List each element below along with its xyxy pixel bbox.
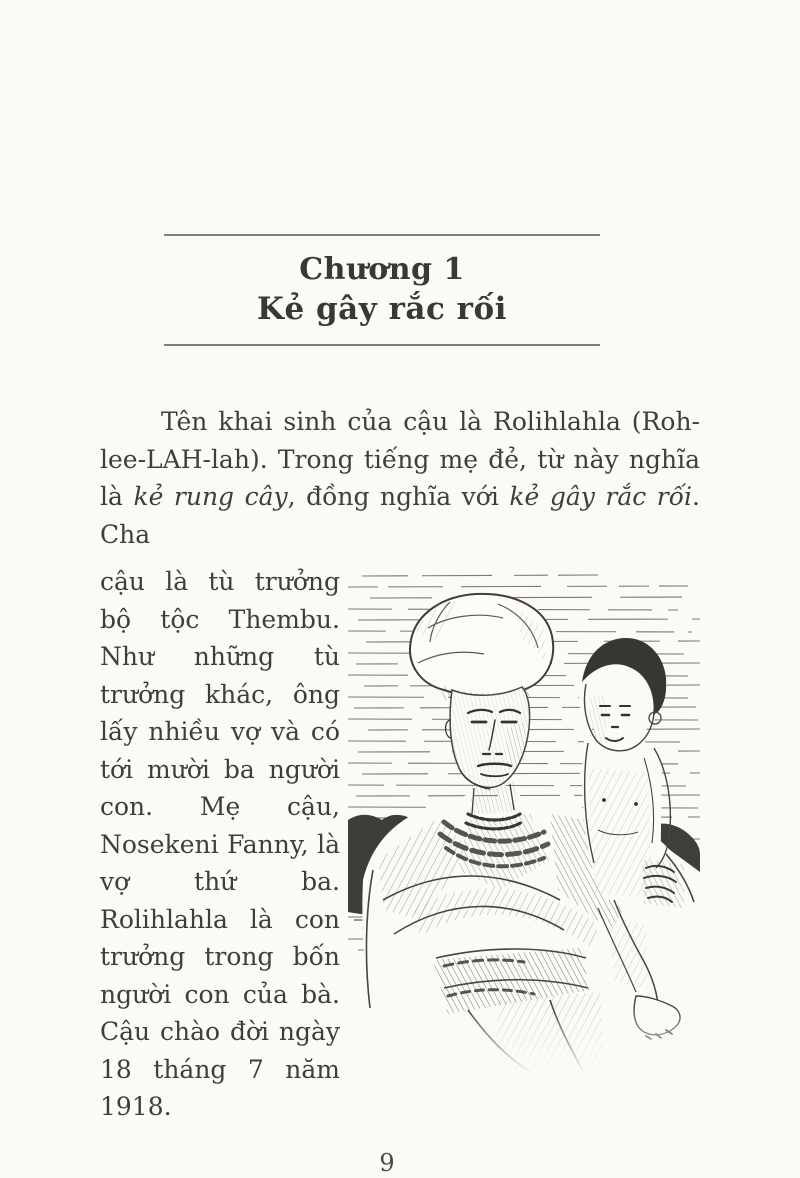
body-text — [100, 403, 700, 1178]
chapter-title: Kẻ gây rắc rối — [257, 291, 507, 327]
paragraph-text: , đồng nghĩa với — [287, 482, 510, 511]
chapter-header — [164, 234, 600, 346]
opening-paragraph — [100, 403, 700, 553]
chapter-rule-top — [164, 234, 600, 236]
italic-phrase: kẻ rung cây — [133, 482, 288, 511]
italic-phrase: kẻ gây rắc rối — [509, 482, 693, 511]
mother-baby-ink-sketch — [348, 568, 700, 1074]
page-footer — [87, 1148, 687, 1178]
page-number: 9 — [379, 1148, 395, 1177]
paragraph-text: . Cha — [100, 482, 700, 549]
paragraph-text: Tên khai sinh của cậu là Rolihlahla (Roh-lee-LAH-lah). Trong tiếng mẹ đẻ, từ này nghĩa là — [100, 407, 700, 511]
illustration-mother-and-baby — [348, 568, 700, 1074]
paragraph-text: cậu là tù trưởng bộ tộc Thembu. Như những tù trưởng khác, ông lấy nhiều vợ và có tới mười ba người con. Mẹ cậu, Nosekeni Fanny, là vợ thứ ba. Rolihlahla là con trưởng trong bốn người con của bà. Cậu chào đời ngày 18 tháng 7 năm 1918. — [100, 567, 340, 1121]
chapter-number: Chương 1 — [299, 252, 465, 287]
chapter-rule-bottom — [164, 344, 600, 346]
